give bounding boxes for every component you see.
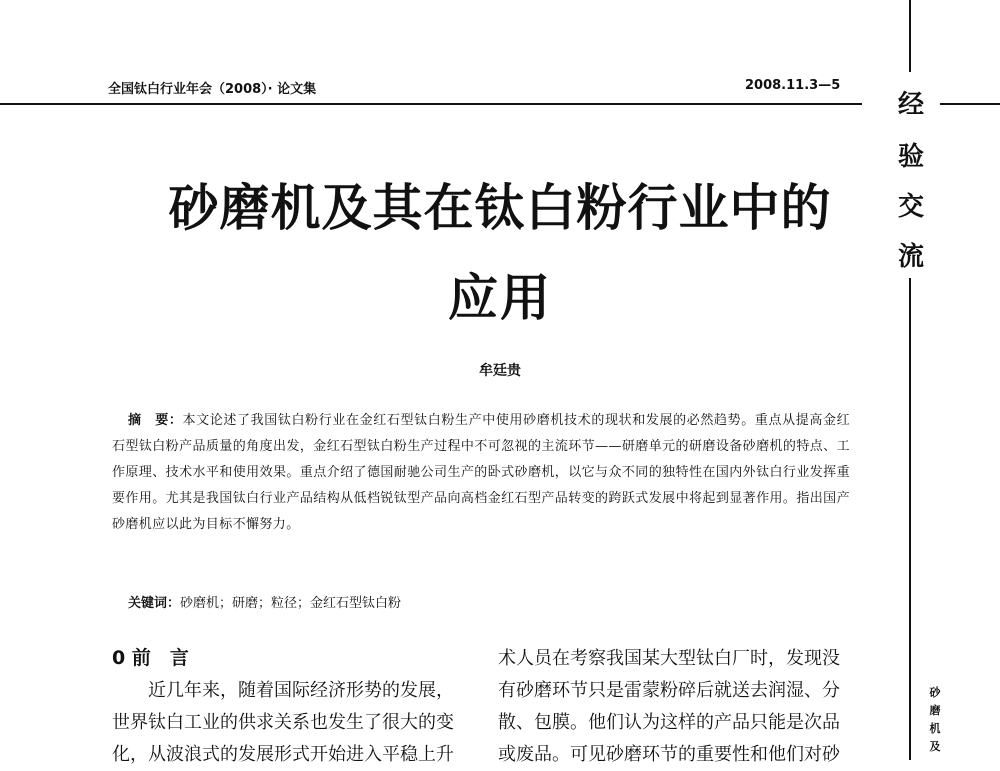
side-running-title-char: 磨 — [929, 704, 941, 717]
side-label-char: 交 — [897, 192, 924, 222]
body-line: 或废品。可见砂磨环节的重要性和他们对砂 — [498, 744, 840, 765]
body-line: 化，从波浪式的发展形式开始进入平稳上升 — [112, 744, 454, 765]
body-line: 世界钛白工业的供求关系也发生了很大的变 — [112, 712, 454, 733]
side-divider — [909, 278, 911, 760]
side-running-title-char: 及 — [929, 740, 941, 753]
abstract — [112, 408, 850, 538]
paper-title: 砂磨机及其在钛白粉行业中的 — [168, 179, 832, 237]
side-running-title-char: 机 — [929, 722, 941, 735]
abstract-text: 本文论述了我国钛白粉行业在金红石型钛白粉生产中使用砂磨机技术的现状和发展的必然趋势。重点从提高金红石型钛白粉产品质量的角度出发，金红石型钛白粉生产过程中不可忽视的主流环节——研磨单元的研磨设备砂磨机的特点、工作原理、技术水平和使用效果。重点介绍了德国耐驰公司生产的卧式砂磨机，以它与众不同的独特性在国内外钛白行业发挥重要作用。尤其是我国钛白行业产品结构从低档锐钛型产品向高档金红石型产品转变的跨跃式发展中将起到显著作用。指出国产砂磨机应以此为目标不懈努力。 — [112, 413, 850, 532]
body-line: 散、包膜。他们认为这样的产品只能是次品 — [498, 712, 840, 733]
paper-title-continued: 应用 — [448, 269, 552, 327]
header-rule — [0, 103, 862, 105]
side-label-char: 流 — [897, 242, 924, 272]
side-label-char: 验 — [897, 142, 924, 172]
body-line: 术人员在考察我国某大型钛白厂时，发现没 — [498, 648, 840, 669]
body-column-left — [112, 675, 482, 771]
side-divider-top — [909, 0, 911, 72]
abstract-label: 摘 要： — [128, 413, 183, 428]
keywords-text: 砂磨机；研磨；粒径；金红石型钛白粉 — [180, 596, 402, 611]
body-line: 有砂磨环节只是雷蒙粉碎后就送去润湿、分 — [498, 680, 840, 701]
side-running-title-char: 砂 — [929, 686, 941, 699]
keywords-label: 关键词： — [128, 596, 181, 611]
header-date: 2008.11.3—5 — [745, 78, 841, 93]
body-line: 近几年来，随着国际经济形势的发展， — [112, 680, 454, 701]
side-label-char: 经 — [897, 90, 924, 120]
section-heading: 0 前 言 — [112, 647, 189, 669]
side-header-rule — [940, 103, 1000, 105]
header-proceedings-title: 全国钛白行业年会（2008）· 论文集 — [108, 82, 317, 97]
body-column-right — [498, 643, 870, 771]
author-name: 牟廷贵 — [479, 363, 521, 379]
keywords — [128, 592, 401, 611]
